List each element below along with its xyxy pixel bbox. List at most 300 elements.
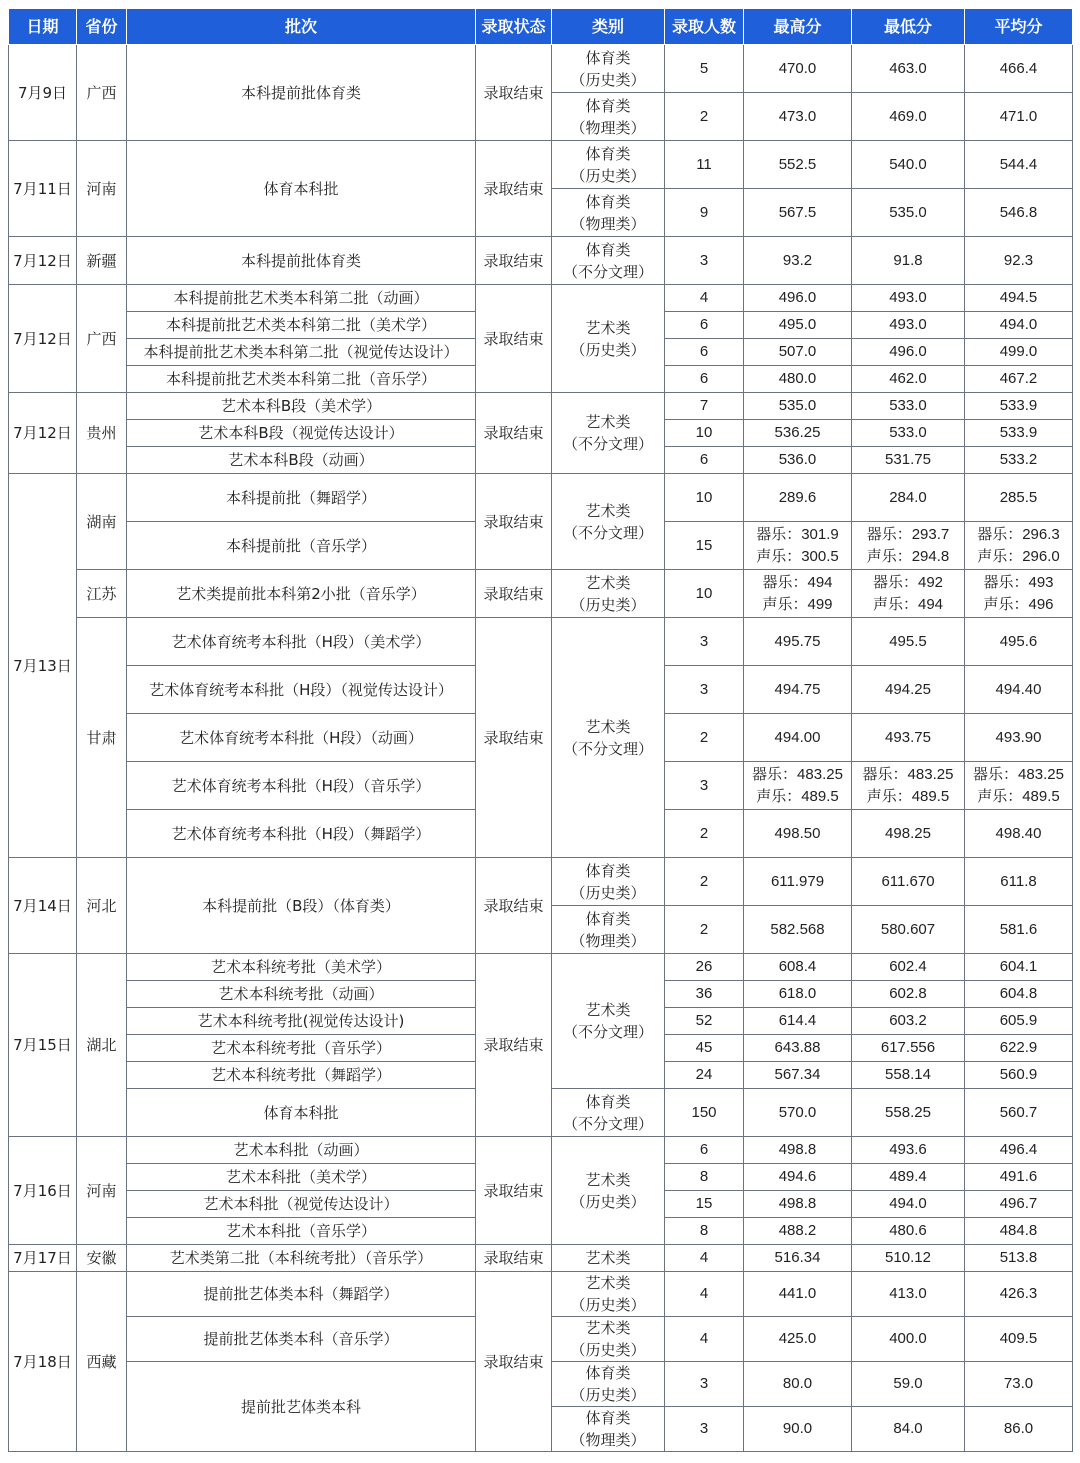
min-score-cell-line: 533.0 (889, 424, 927, 441)
max-score-cell-line: 80.0 (782, 1375, 813, 1392)
status-cell: 录取结束 (476, 237, 552, 285)
count-cell: 45 (665, 1035, 744, 1062)
category-cell-line: （不分文理） (562, 262, 653, 281)
table-row (9, 618, 1073, 666)
date-cell: 7月18日 (9, 1272, 77, 1452)
category-cell-line: 体育类 (585, 144, 631, 163)
category-cell (552, 906, 665, 954)
max-score-cell-line: 289.6 (778, 488, 817, 506)
max-score-cell (744, 393, 852, 420)
avg-score-cell (965, 762, 1073, 810)
avg-score-cell-line: 器乐：296.3 (977, 525, 1060, 543)
category-cell-line: （历史类） (570, 1192, 646, 1211)
avg-score-cell (965, 1062, 1073, 1089)
avg-score-cell-line: 285.5 (999, 488, 1038, 506)
province-cell: 河南 (77, 1137, 127, 1245)
avg-score-cell-line: 484.8 (999, 1222, 1038, 1239)
min-score-cell (852, 954, 965, 981)
max-score-cell (744, 1089, 852, 1137)
min-score-cell-line: 558.14 (885, 1066, 931, 1083)
max-score-cell-line: 498.8 (778, 1195, 817, 1212)
max-score-cell-line: 480.0 (778, 370, 817, 387)
min-score-cell-line: 611.670 (881, 872, 935, 890)
count-cell: 2 (665, 93, 744, 141)
avg-score-cell-line: 493.90 (995, 728, 1042, 746)
min-score-cell-line: 510.12 (885, 1249, 931, 1266)
category-cell-line: 体育类 (585, 909, 631, 928)
min-score-cell-line: 535.0 (889, 203, 927, 221)
avg-score-cell (965, 1191, 1073, 1218)
min-score-cell (852, 618, 965, 666)
batch-cell: 艺术本科统考批（舞蹈学） (127, 1062, 476, 1089)
max-score-cell-line: 声乐：499 (762, 595, 833, 613)
max-score-cell-line: 495.75 (774, 632, 821, 650)
category-cell-line: （物理类） (570, 931, 646, 950)
min-score-cell (852, 141, 965, 189)
min-score-cell (852, 420, 965, 447)
max-score-cell (744, 1218, 852, 1245)
avg-score-cell (965, 447, 1073, 474)
batch-cell: 艺术本科批（视觉传达设计） (127, 1191, 476, 1218)
max-score-cell-line: 516.34 (774, 1249, 821, 1266)
avg-score-cell-line: 426.3 (999, 1285, 1038, 1302)
avg-score-cell-line: 声乐：489.5 (977, 787, 1060, 805)
count-cell: 3 (665, 666, 744, 714)
avg-score-cell-line: 467.2 (999, 370, 1038, 387)
min-score-cell (852, 666, 965, 714)
province-cell: 江苏 (77, 570, 127, 618)
min-score-cell (852, 285, 965, 312)
category-cell-line: 艺术类 (585, 573, 631, 592)
province-cell: 河南 (77, 141, 127, 237)
header-category: 类别 (552, 9, 665, 45)
avg-score-cell-line: 491.6 (999, 1168, 1038, 1185)
avg-score-cell (965, 522, 1073, 570)
count-cell: 7 (665, 393, 744, 420)
avg-score-cell-line: 494.40 (995, 680, 1042, 698)
max-score-cell-line: 498.50 (774, 824, 821, 842)
date-cell: 7月9日 (9, 45, 77, 141)
count-cell: 6 (665, 447, 744, 474)
min-score-cell-line: 495.5 (889, 632, 927, 650)
count-cell: 3 (665, 237, 744, 285)
count-cell: 5 (665, 45, 744, 93)
batch-cell: 艺术本科统考批（音乐学） (127, 1035, 476, 1062)
count-cell: 6 (665, 1137, 744, 1164)
batch-cell: 艺术本科B段（动画） (127, 447, 476, 474)
batch-cell: 艺术体育统考本科批（H段）（视觉传达设计） (127, 666, 476, 714)
min-score-cell (852, 366, 965, 393)
max-score-cell (744, 1164, 852, 1191)
category-cell-line: （历史类） (570, 883, 646, 902)
count-cell: 10 (665, 570, 744, 618)
batch-cell: 本科提前批（舞蹈学） (127, 474, 476, 522)
avg-score-cell (965, 1245, 1073, 1272)
min-score-cell-line: 496.0 (889, 343, 927, 360)
category-cell-line: 体育类 (585, 1092, 631, 1111)
max-score-cell-line: 器乐：494 (762, 573, 833, 591)
avg-score-cell (965, 1218, 1073, 1245)
avg-score-cell (965, 45, 1073, 93)
min-score-cell (852, 858, 965, 906)
max-score-cell (744, 666, 852, 714)
min-score-cell-line: 602.8 (889, 985, 927, 1002)
count-cell: 4 (665, 1317, 744, 1362)
batch-cell: 艺术类第二批（本科统考批）（音乐学） (127, 1245, 476, 1272)
count-cell: 6 (665, 339, 744, 366)
status-cell: 录取结束 (476, 141, 552, 237)
min-score-cell (852, 1008, 965, 1035)
max-score-cell-line: 536.0 (778, 451, 817, 468)
batch-cell: 艺术本科统考批（美术学） (127, 954, 476, 981)
max-score-cell (744, 1245, 852, 1272)
status-cell: 录取结束 (476, 954, 552, 1137)
count-cell: 2 (665, 810, 744, 858)
batch-cell: 本科提前批艺术类本科第二批（美术学） (127, 312, 476, 339)
batch-cell: 艺术本科统考批(视觉传达设计) (127, 1008, 476, 1035)
batch-cell: 本科提前批艺术类本科第二批（视觉传达设计） (127, 339, 476, 366)
min-score-cell (852, 1062, 965, 1089)
max-score-cell (744, 1008, 852, 1035)
max-score-cell-line: 570.0 (778, 1103, 817, 1121)
min-score-cell (852, 1407, 965, 1452)
table-row (9, 393, 1073, 420)
max-score-cell-line: 器乐：301.9 (756, 525, 839, 543)
batch-cell: 艺术本科统考批（动画） (127, 981, 476, 1008)
avg-score-cell (965, 285, 1073, 312)
count-cell: 3 (665, 618, 744, 666)
date-cell: 7月17日 (9, 1245, 77, 1272)
category-cell-line: 艺术类 (585, 318, 631, 337)
admission-table (8, 8, 1073, 1452)
avg-score-cell-line: 494.0 (999, 316, 1038, 333)
count-cell: 2 (665, 858, 744, 906)
avg-score-cell (965, 189, 1073, 237)
batch-cell: 提前批艺体类本科 (127, 1362, 476, 1452)
max-score-cell-line: 470.0 (778, 59, 817, 77)
avg-score-cell-line: 533.9 (999, 424, 1038, 441)
min-score-cell (852, 1362, 965, 1407)
category-cell-line: （历史类） (570, 1296, 646, 1314)
max-score-cell-line: 声乐：300.5 (756, 547, 839, 565)
date-cell: 7月13日 (9, 474, 77, 858)
category-cell-line: （不分文理） (562, 739, 653, 758)
count-cell: 10 (665, 420, 744, 447)
category-cell-line: （历史类） (570, 70, 646, 89)
min-score-cell (852, 312, 965, 339)
count-cell: 3 (665, 1407, 744, 1452)
count-cell: 3 (665, 1362, 744, 1407)
table-row (9, 954, 1073, 981)
min-score-cell (852, 906, 965, 954)
table-body (9, 45, 1073, 1452)
max-score-cell (744, 810, 852, 858)
max-score-cell (744, 906, 852, 954)
category-cell-line: （物理类） (570, 118, 646, 137)
province-cell: 西藏 (77, 1272, 127, 1452)
min-score-cell (852, 1272, 965, 1317)
date-cell: 7月12日 (9, 393, 77, 474)
table-row (9, 285, 1073, 312)
avg-score-cell (965, 1272, 1073, 1317)
avg-score-cell-line: 496.4 (999, 1141, 1038, 1158)
min-score-cell (852, 393, 965, 420)
category-cell-line: （不分文理） (562, 1114, 653, 1133)
batch-cell: 本科提前批（B段）（体育类） (127, 858, 476, 954)
category-cell-line: （历史类） (570, 1341, 646, 1359)
count-cell: 26 (665, 954, 744, 981)
min-score-cell (852, 339, 965, 366)
category-cell-line: 艺术类 (585, 1170, 631, 1189)
batch-cell: 本科提前批（音乐学） (127, 522, 476, 570)
category-cell (552, 1089, 665, 1137)
avg-score-cell (965, 981, 1073, 1008)
min-score-cell (852, 474, 965, 522)
province-cell: 甘肃 (77, 618, 127, 858)
category-cell-line: 体育类 (585, 1364, 631, 1382)
count-cell: 15 (665, 522, 744, 570)
category-cell (552, 954, 665, 1089)
min-score-cell-line: 59.0 (893, 1375, 923, 1392)
avg-score-cell-line: 409.5 (999, 1330, 1038, 1347)
category-cell (552, 93, 665, 141)
min-score-cell-line: 494.0 (889, 1195, 927, 1212)
avg-score-cell-line: 器乐：493 (983, 573, 1054, 591)
count-cell: 2 (665, 906, 744, 954)
min-score-cell (852, 189, 965, 237)
batch-cell: 体育本科批 (127, 1089, 476, 1137)
max-score-cell (744, 1062, 852, 1089)
avg-score-cell (965, 339, 1073, 366)
province-cell: 湖北 (77, 954, 127, 1137)
batch-cell: 艺术体育统考本科批（H段）（美术学） (127, 618, 476, 666)
avg-score-cell-line: 73.0 (1003, 1375, 1034, 1392)
status-cell: 录取结束 (476, 285, 552, 393)
max-score-cell-line: 器乐：483.25 (752, 765, 843, 783)
max-score-cell (744, 714, 852, 762)
category-cell (552, 858, 665, 906)
count-cell: 3 (665, 762, 744, 810)
batch-cell: 艺术体育统考本科批（H段）（音乐学） (127, 762, 476, 810)
min-score-cell-line: 602.4 (889, 958, 927, 975)
date-cell: 7月16日 (9, 1137, 77, 1245)
batch-cell: 艺术体育统考本科批（H段）（舞蹈学） (127, 810, 476, 858)
category-cell (552, 570, 665, 618)
count-cell: 15 (665, 1191, 744, 1218)
min-score-cell-line: 493.6 (889, 1141, 927, 1158)
max-score-cell (744, 954, 852, 981)
category-cell-line: （物理类） (570, 1431, 646, 1449)
table-row (9, 474, 1073, 522)
max-score-cell-line: 567.34 (774, 1066, 821, 1083)
category-cell-line: （历史类） (570, 1386, 646, 1404)
avg-score-cell-line: 499.0 (999, 343, 1038, 360)
min-score-cell-line: 580.607 (880, 920, 936, 938)
count-cell: 9 (665, 189, 744, 237)
min-score-cell (852, 93, 965, 141)
count-cell: 10 (665, 474, 744, 522)
avg-score-cell-line: 560.7 (999, 1103, 1038, 1121)
status-cell: 录取结束 (476, 858, 552, 954)
header-avg-score: 平均分 (965, 9, 1073, 45)
status-cell: 录取结束 (476, 393, 552, 474)
max-score-cell (744, 522, 852, 570)
avg-score-cell-line: 604.8 (999, 985, 1038, 1002)
min-score-cell-line: 603.2 (889, 1012, 927, 1029)
category-cell-line: 体育类 (585, 192, 631, 211)
min-score-cell-line: 533.0 (889, 397, 927, 414)
avg-score-cell (965, 1035, 1073, 1062)
max-score-cell (744, 474, 852, 522)
category-cell-line: （不分文理） (562, 1023, 653, 1041)
max-score-cell (744, 339, 852, 366)
avg-score-cell-line: 622.9 (999, 1039, 1038, 1056)
avg-score-cell (965, 1008, 1073, 1035)
min-score-cell-line: 498.25 (885, 824, 931, 842)
count-cell: 6 (665, 366, 744, 393)
min-score-cell-line: 493.0 (889, 316, 927, 333)
min-score-cell (852, 1191, 965, 1218)
min-score-cell-line: 493.0 (889, 289, 927, 306)
count-cell: 2 (665, 714, 744, 762)
status-cell: 录取结束 (476, 474, 552, 570)
max-score-cell-line: 552.5 (778, 155, 817, 173)
max-score-cell (744, 570, 852, 618)
min-score-cell (852, 981, 965, 1008)
max-score-cell (744, 981, 852, 1008)
date-cell: 7月15日 (9, 954, 77, 1137)
category-cell-line: （历史类） (570, 340, 646, 359)
avg-score-cell-line: 560.9 (999, 1066, 1038, 1083)
table-row (9, 237, 1073, 285)
batch-cell: 艺术本科批（美术学） (127, 1164, 476, 1191)
date-cell: 7月14日 (9, 858, 77, 954)
date-cell: 7月12日 (9, 237, 77, 285)
max-score-cell-line: 473.0 (778, 107, 817, 125)
avg-score-cell (965, 141, 1073, 189)
avg-score-cell (965, 237, 1073, 285)
max-score-cell (744, 141, 852, 189)
max-score-cell-line: 582.568 (770, 920, 825, 938)
max-score-cell-line: 494.75 (774, 680, 821, 698)
max-score-cell (744, 420, 852, 447)
avg-score-cell (965, 714, 1073, 762)
batch-cell: 艺术本科批（音乐学） (127, 1218, 476, 1245)
max-score-cell-line: 90.0 (782, 1420, 813, 1437)
max-score-cell (744, 189, 852, 237)
max-score-cell (744, 1362, 852, 1407)
category-cell-line: 体育类 (585, 240, 631, 259)
province-cell: 贵州 (77, 393, 127, 474)
category-cell (552, 237, 665, 285)
max-score-cell-line: 声乐：489.5 (756, 787, 839, 805)
min-score-cell-line: 284.0 (889, 488, 927, 506)
max-score-cell (744, 45, 852, 93)
min-score-cell-line: 器乐：492 (872, 573, 944, 591)
max-score-cell-line: 536.25 (774, 424, 821, 441)
max-score-cell (744, 366, 852, 393)
category-cell (552, 1272, 665, 1317)
category-cell (552, 618, 665, 858)
avg-score-cell (965, 366, 1073, 393)
min-score-cell-line: 463.0 (889, 59, 927, 77)
min-score-cell-line: 84.0 (893, 1420, 923, 1437)
max-score-cell (744, 285, 852, 312)
max-score-cell (744, 93, 852, 141)
avg-score-cell (965, 810, 1073, 858)
category-cell-line: 体育类 (585, 1409, 631, 1427)
province-cell: 新疆 (77, 237, 127, 285)
avg-score-cell-line: 604.1 (999, 958, 1038, 975)
max-score-cell-line: 567.5 (778, 203, 817, 221)
status-cell: 录取结束 (476, 1137, 552, 1245)
category-cell-line: （不分文理） (562, 435, 653, 453)
max-score-cell (744, 312, 852, 339)
avg-score-cell-line: 92.3 (1003, 251, 1034, 269)
header-count: 录取人数 (665, 9, 744, 45)
avg-score-cell (965, 906, 1073, 954)
avg-score-cell (965, 93, 1073, 141)
max-score-cell (744, 1407, 852, 1452)
min-score-cell-line: 声乐：294.8 (866, 547, 950, 565)
category-cell (552, 1245, 665, 1272)
min-score-cell-line: 617.556 (880, 1039, 936, 1056)
max-score-cell (744, 1035, 852, 1062)
avg-score-cell-line: 声乐：496 (983, 595, 1054, 613)
avg-score-cell (965, 858, 1073, 906)
count-cell: 150 (665, 1089, 744, 1137)
avg-score-cell-line: 513.8 (999, 1249, 1038, 1266)
max-score-cell (744, 618, 852, 666)
header-province: 省份 (77, 9, 127, 45)
min-score-cell (852, 237, 965, 285)
max-score-cell-line: 498.8 (778, 1141, 817, 1158)
category-cell (552, 1362, 665, 1407)
category-cell (552, 1137, 665, 1245)
avg-score-cell-line: 605.9 (999, 1012, 1038, 1029)
min-score-cell-line: 493.75 (885, 728, 931, 746)
table-row (9, 570, 1073, 618)
avg-score-cell-line: 494.5 (999, 289, 1038, 306)
max-score-cell-line: 496.0 (778, 289, 817, 306)
avg-score-cell-line: 471.0 (999, 107, 1038, 125)
avg-score-cell-line: 466.4 (999, 59, 1038, 77)
max-score-cell (744, 1137, 852, 1164)
min-score-cell-line: 91.8 (893, 251, 923, 269)
max-score-cell-line: 643.88 (774, 1039, 821, 1056)
max-score-cell-line: 441.0 (778, 1285, 817, 1302)
batch-cell: 艺术本科批（动画） (127, 1137, 476, 1164)
min-score-cell (852, 762, 965, 810)
batch-cell: 艺术类提前批本科第2小批（音乐学） (127, 570, 476, 618)
header-status: 录取状态 (476, 9, 552, 45)
avg-score-cell (965, 420, 1073, 447)
header-date: 日期 (9, 9, 77, 45)
category-cell-line: 艺术类 (585, 717, 631, 736)
min-score-cell (852, 1245, 965, 1272)
count-cell: 4 (665, 1245, 744, 1272)
table-row (9, 141, 1073, 189)
category-cell-line: （不分文理） (562, 523, 653, 542)
max-score-cell-line: 608.4 (778, 958, 817, 975)
min-score-cell (852, 570, 965, 618)
min-score-cell-line: 462.0 (889, 370, 927, 387)
date-cell: 7月11日 (9, 141, 77, 237)
category-cell (552, 1317, 665, 1362)
min-score-cell (852, 45, 965, 93)
avg-score-cell-line: 544.4 (999, 155, 1038, 173)
province-cell: 安徽 (77, 1245, 127, 1272)
